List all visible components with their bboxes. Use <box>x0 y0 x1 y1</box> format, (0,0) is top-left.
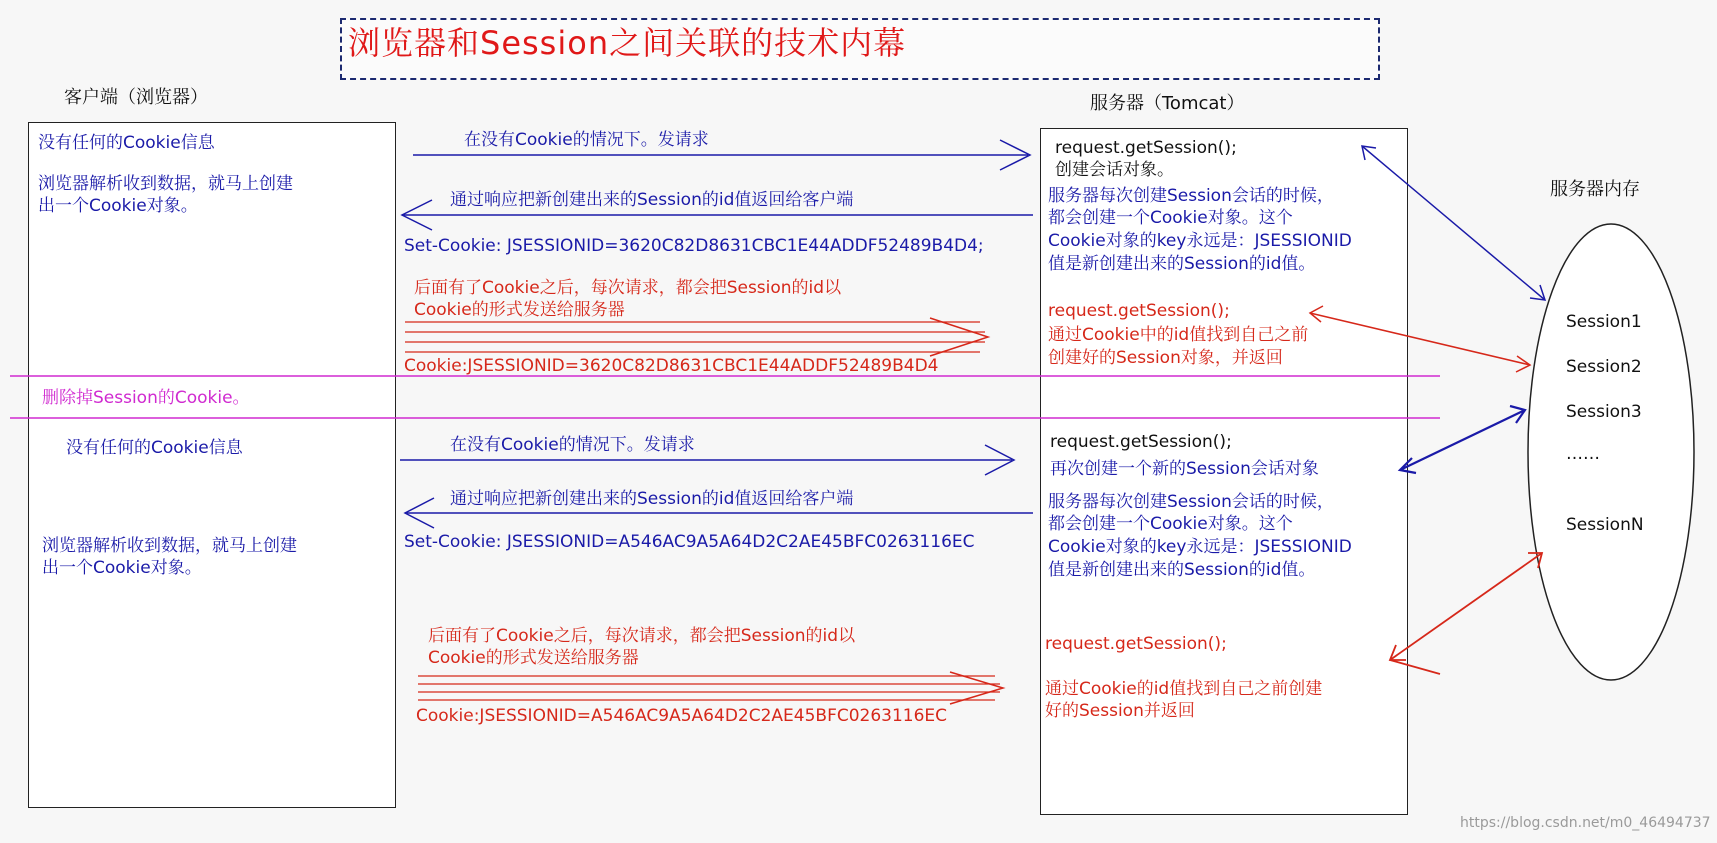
client-top-parse-1: 浏览器解析收到数据，就马上创建 <box>38 174 293 194</box>
diagram-title: 浏览器和Session之间关联的技术内幕 <box>348 24 907 62</box>
server-bottom-call-2: request.getSession(); <box>1045 634 1227 654</box>
server-bottom-desc-1: 服务器每次创建Session会话的时候， <box>1048 492 1334 512</box>
bottom-request-label: 在没有Cookie的情况下。发请求 <box>450 435 695 455</box>
client-top-parse-2: 出一个Cookie对象。 <box>38 196 198 216</box>
client-label: 客户端（浏览器） <box>64 87 208 108</box>
bottom-cookie-header: Cookie:JSESSIONID=A546AC9A5A64D2C2AE45BFC0263116EC <box>416 706 948 726</box>
server-top-find-1: 通过Cookie中的id值找到自己之前 <box>1048 325 1309 345</box>
bottom-response-label: 通过响应把新创建出来的Session的id值返回给客户端 <box>450 489 854 509</box>
top-response-label: 通过响应把新创建出来的Session的id值返回给客户端 <box>450 190 854 210</box>
bottom-later-2: Cookie的形式发送给服务器 <box>428 648 639 668</box>
memory-session-ellipsis: …… <box>1566 444 1600 464</box>
server-top-create: 创建会话对象。 <box>1055 160 1174 180</box>
top-cookie-header: Cookie:JSESSIONID=3620C82D8631CBC1E44ADDF52489B4D4 <box>404 356 939 376</box>
memory-session-1: Session1 <box>1566 312 1642 332</box>
memory-ellipse <box>1528 224 1694 680</box>
bottom-lookup-link <box>1390 553 1542 674</box>
memory-session-n: SessionN <box>1566 515 1644 535</box>
top-set-cookie: Set-Cookie: JSESSIONID=3620C82D8631CBC1E44ADDF52489B4D4; <box>404 236 984 256</box>
server-top-desc-1: 服务器每次创建Session会话的时候， <box>1048 186 1334 206</box>
server-top-call-2: request.getSession(); <box>1048 301 1230 321</box>
server-bottom-create: 再次创建一个新的Session会话对象 <box>1050 459 1319 479</box>
server-top-desc-2: 都会创建一个Cookie对象。这个 <box>1048 208 1293 228</box>
server-bottom-desc-2: 都会创建一个Cookie对象。这个 <box>1048 514 1293 534</box>
server-label: 服务器（Tomcat） <box>1090 93 1245 114</box>
server-top-desc-3: Cookie对象的key永远是：JSESSIONID <box>1048 231 1352 251</box>
bottom-set-cookie: Set-Cookie: JSESSIONID=A546AC9A5A64D2C2AE45BFC0263116EC <box>404 532 975 552</box>
server-bottom-call-1: request.getSession(); <box>1050 432 1232 452</box>
memory-session-3: Session3 <box>1566 402 1642 422</box>
top-request-label: 在没有Cookie的情况下。发请求 <box>464 130 709 150</box>
server-top-find-2: 创建好的Session对象，并返回 <box>1048 348 1283 368</box>
server-bottom-find-1: 通过Cookie的id值找到自己之前创建 <box>1045 679 1323 699</box>
watermark: https://blog.csdn.net/m0_46494737 <box>1460 815 1711 831</box>
bottom-create-link <box>1400 406 1525 473</box>
client-bottom-no-cookie: 没有任何的Cookie信息 <box>66 438 243 458</box>
bottom-cookie-arrow <box>418 672 1003 704</box>
top-cookie-arrow <box>405 318 988 356</box>
top-create-link <box>1362 146 1545 300</box>
server-bottom-desc-4: 值是新创建出来的Session的id值。 <box>1048 560 1316 580</box>
server-top-call-1: request.getSession(); <box>1055 138 1237 158</box>
server-top-desc-4: 值是新创建出来的Session的id值。 <box>1048 254 1316 274</box>
client-top-no-cookie: 没有任何的Cookie信息 <box>38 133 215 153</box>
client-bottom-parse-2: 出一个Cookie对象。 <box>42 558 202 578</box>
top-later-1: 后面有了Cookie之后，每次请求，都会把Session的id以 <box>414 278 842 298</box>
server-bottom-desc-3: Cookie对象的key永远是：JSESSIONID <box>1048 537 1352 557</box>
client-bottom-parse-1: 浏览器解析收到数据，就马上创建 <box>42 536 297 556</box>
bottom-later-1: 后面有了Cookie之后，每次请求，都会把Session的id以 <box>428 626 856 646</box>
top-later-2: Cookie的形式发送给服务器 <box>414 300 625 320</box>
memory-label: 服务器内存 <box>1550 179 1640 200</box>
memory-session-2: Session2 <box>1566 357 1642 377</box>
top-lookup-link <box>1310 306 1530 372</box>
server-bottom-find-2: 好的Session并返回 <box>1045 701 1195 721</box>
delete-cookie-note: 删除掉Session的Cookie。 <box>42 388 250 408</box>
